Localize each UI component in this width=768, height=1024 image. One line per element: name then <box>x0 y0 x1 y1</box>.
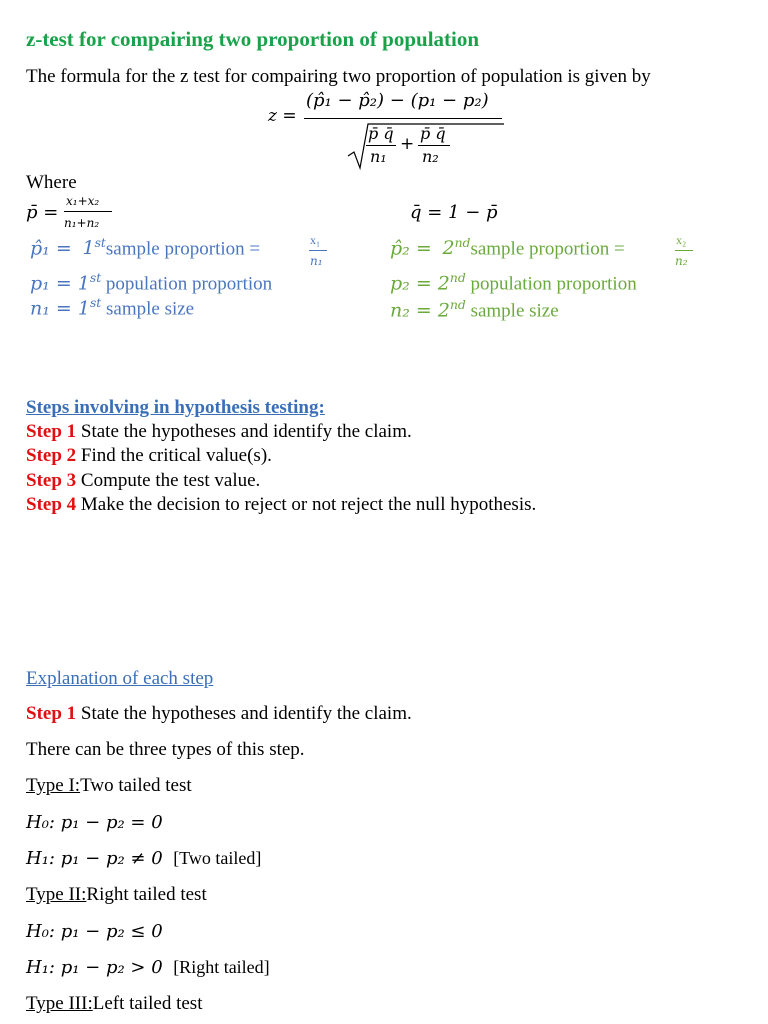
phat1-frac-bar <box>309 250 327 251</box>
step-text: State the hypotheses and identify the claim. <box>80 703 412 724</box>
type3-text: Left tailed test <box>92 993 203 1014</box>
phat2-def <box>390 236 625 260</box>
formula-numerator: (p̂₁ − p̂₂) − (p₁ − p₂) <box>306 90 489 111</box>
phat2-frac-num: x₂ <box>676 233 687 247</box>
phat1-frac-den: n₁ <box>310 254 323 268</box>
page-title: z-test for compairing two proportion of population <box>26 27 480 51</box>
intro-text: The formula for the z test for compairing two proportion of population is given by <box>26 66 651 87</box>
p1-sup: st <box>89 271 102 285</box>
type2-h0: H₀: p₁ − p₂ ≤ 0 <box>26 921 163 942</box>
step-row <box>26 445 272 467</box>
step-text: Find the critical value(s). <box>80 445 272 466</box>
step-row <box>26 470 260 492</box>
step-row <box>26 421 412 443</box>
phat2-sup: nd <box>454 236 471 250</box>
phat2-ord: 2 <box>442 237 455 260</box>
denom-term1-den: n₁ <box>370 147 387 166</box>
denom-term2-bar <box>418 145 450 146</box>
phat2-lhs: p̂₂ = <box>390 237 432 260</box>
where-label: Where <box>26 172 77 193</box>
step-label: Step 1 <box>26 421 77 442</box>
type1-h1: H₁: p₁ − p₂ ≠ 0 <box>26 848 163 869</box>
type2-h1: H₁: p₁ − p₂ > 0 <box>26 957 163 978</box>
phat2-frac-den: n₂ <box>675 254 688 268</box>
denom-term1-num: p̄ q̄ <box>368 124 394 143</box>
formula-lhs: z = <box>268 106 297 126</box>
n2-sup: nd <box>449 298 466 312</box>
denom-term2-den: n₂ <box>422 147 439 166</box>
type1-text: Two tailed test <box>80 775 192 796</box>
phat1-sup: st <box>94 236 106 250</box>
p1-text: population proportion <box>105 273 273 295</box>
n2-def <box>390 298 559 322</box>
formula-fraction-bar <box>304 118 502 119</box>
pbar-den: n₁+n₂ <box>64 216 100 230</box>
type1-h1-line <box>26 848 261 869</box>
step-row <box>26 494 536 516</box>
phat1-lhs: p̂₁ = <box>30 237 72 260</box>
type2-label: Type II: <box>26 884 87 905</box>
step-text: State the hypotheses and identify the claim. <box>80 421 412 442</box>
p2-text: population proportion <box>470 273 637 295</box>
type1-line <box>26 775 192 797</box>
type2-note: [Right tailed] <box>173 957 270 977</box>
type1-note: [Two tailed] <box>173 848 262 868</box>
denom-term2-num: p̄ q̄ <box>420 124 446 143</box>
n2-text: sample size <box>470 300 559 322</box>
n2-lhs: n₂ = 2 <box>390 299 450 322</box>
phat1-text: sample proportion = <box>105 238 261 260</box>
p2-lhs: p₂ = 2 <box>390 272 450 295</box>
step-label: Step 1 <box>26 703 77 724</box>
n1-lhs: n₁ = 1 <box>30 297 90 320</box>
phat2-frac-bar <box>675 250 693 251</box>
denom-term1-bar <box>366 145 396 146</box>
type2-h1-line <box>26 957 270 978</box>
p2-def <box>390 271 637 295</box>
explanation-heading: Explanation of each step <box>26 668 214 689</box>
qbar-def: q̄ = 1 − p̄ <box>410 202 498 223</box>
pbar-lhs: p̄ = <box>26 202 59 223</box>
phat1-ord: 1 <box>82 237 95 260</box>
phat1-frac-num: x₁ <box>310 233 321 247</box>
denom-plus: + <box>400 134 415 154</box>
type3-line <box>26 993 202 1015</box>
step-text: Make the decision to reject or not reject the null hypothesis. <box>80 494 537 515</box>
step-label: Step 4 <box>26 494 77 515</box>
type3-label: Type III: <box>26 993 93 1014</box>
type1-label: Type I: <box>26 775 81 796</box>
p1-lhs: p₁ = 1 <box>30 272 90 295</box>
type2-line <box>26 884 207 906</box>
phat1-def <box>30 236 260 260</box>
phat2-text: sample proportion = <box>470 238 625 260</box>
step-label: Step 2 <box>26 445 77 466</box>
n1-sup: st <box>89 296 102 310</box>
step-label: Step 3 <box>26 470 77 491</box>
steps-heading: Steps involving in hypothesis testing: <box>26 397 325 418</box>
types-intro: There can be three types of this step. <box>26 739 305 760</box>
n1-text: sample size <box>106 298 195 320</box>
type1-h0: H₀: p₁ − p₂ = 0 <box>26 812 163 833</box>
explanation-step1 <box>26 703 412 725</box>
type2-text: Right tailed test <box>86 884 207 905</box>
p1-def <box>30 271 272 295</box>
p2-sup: nd <box>449 271 466 285</box>
pbar-bar <box>64 211 112 212</box>
pbar-num: x₁+x₂ <box>66 194 100 208</box>
step-text: Compute the test value. <box>80 470 261 491</box>
n1-def <box>30 296 194 320</box>
